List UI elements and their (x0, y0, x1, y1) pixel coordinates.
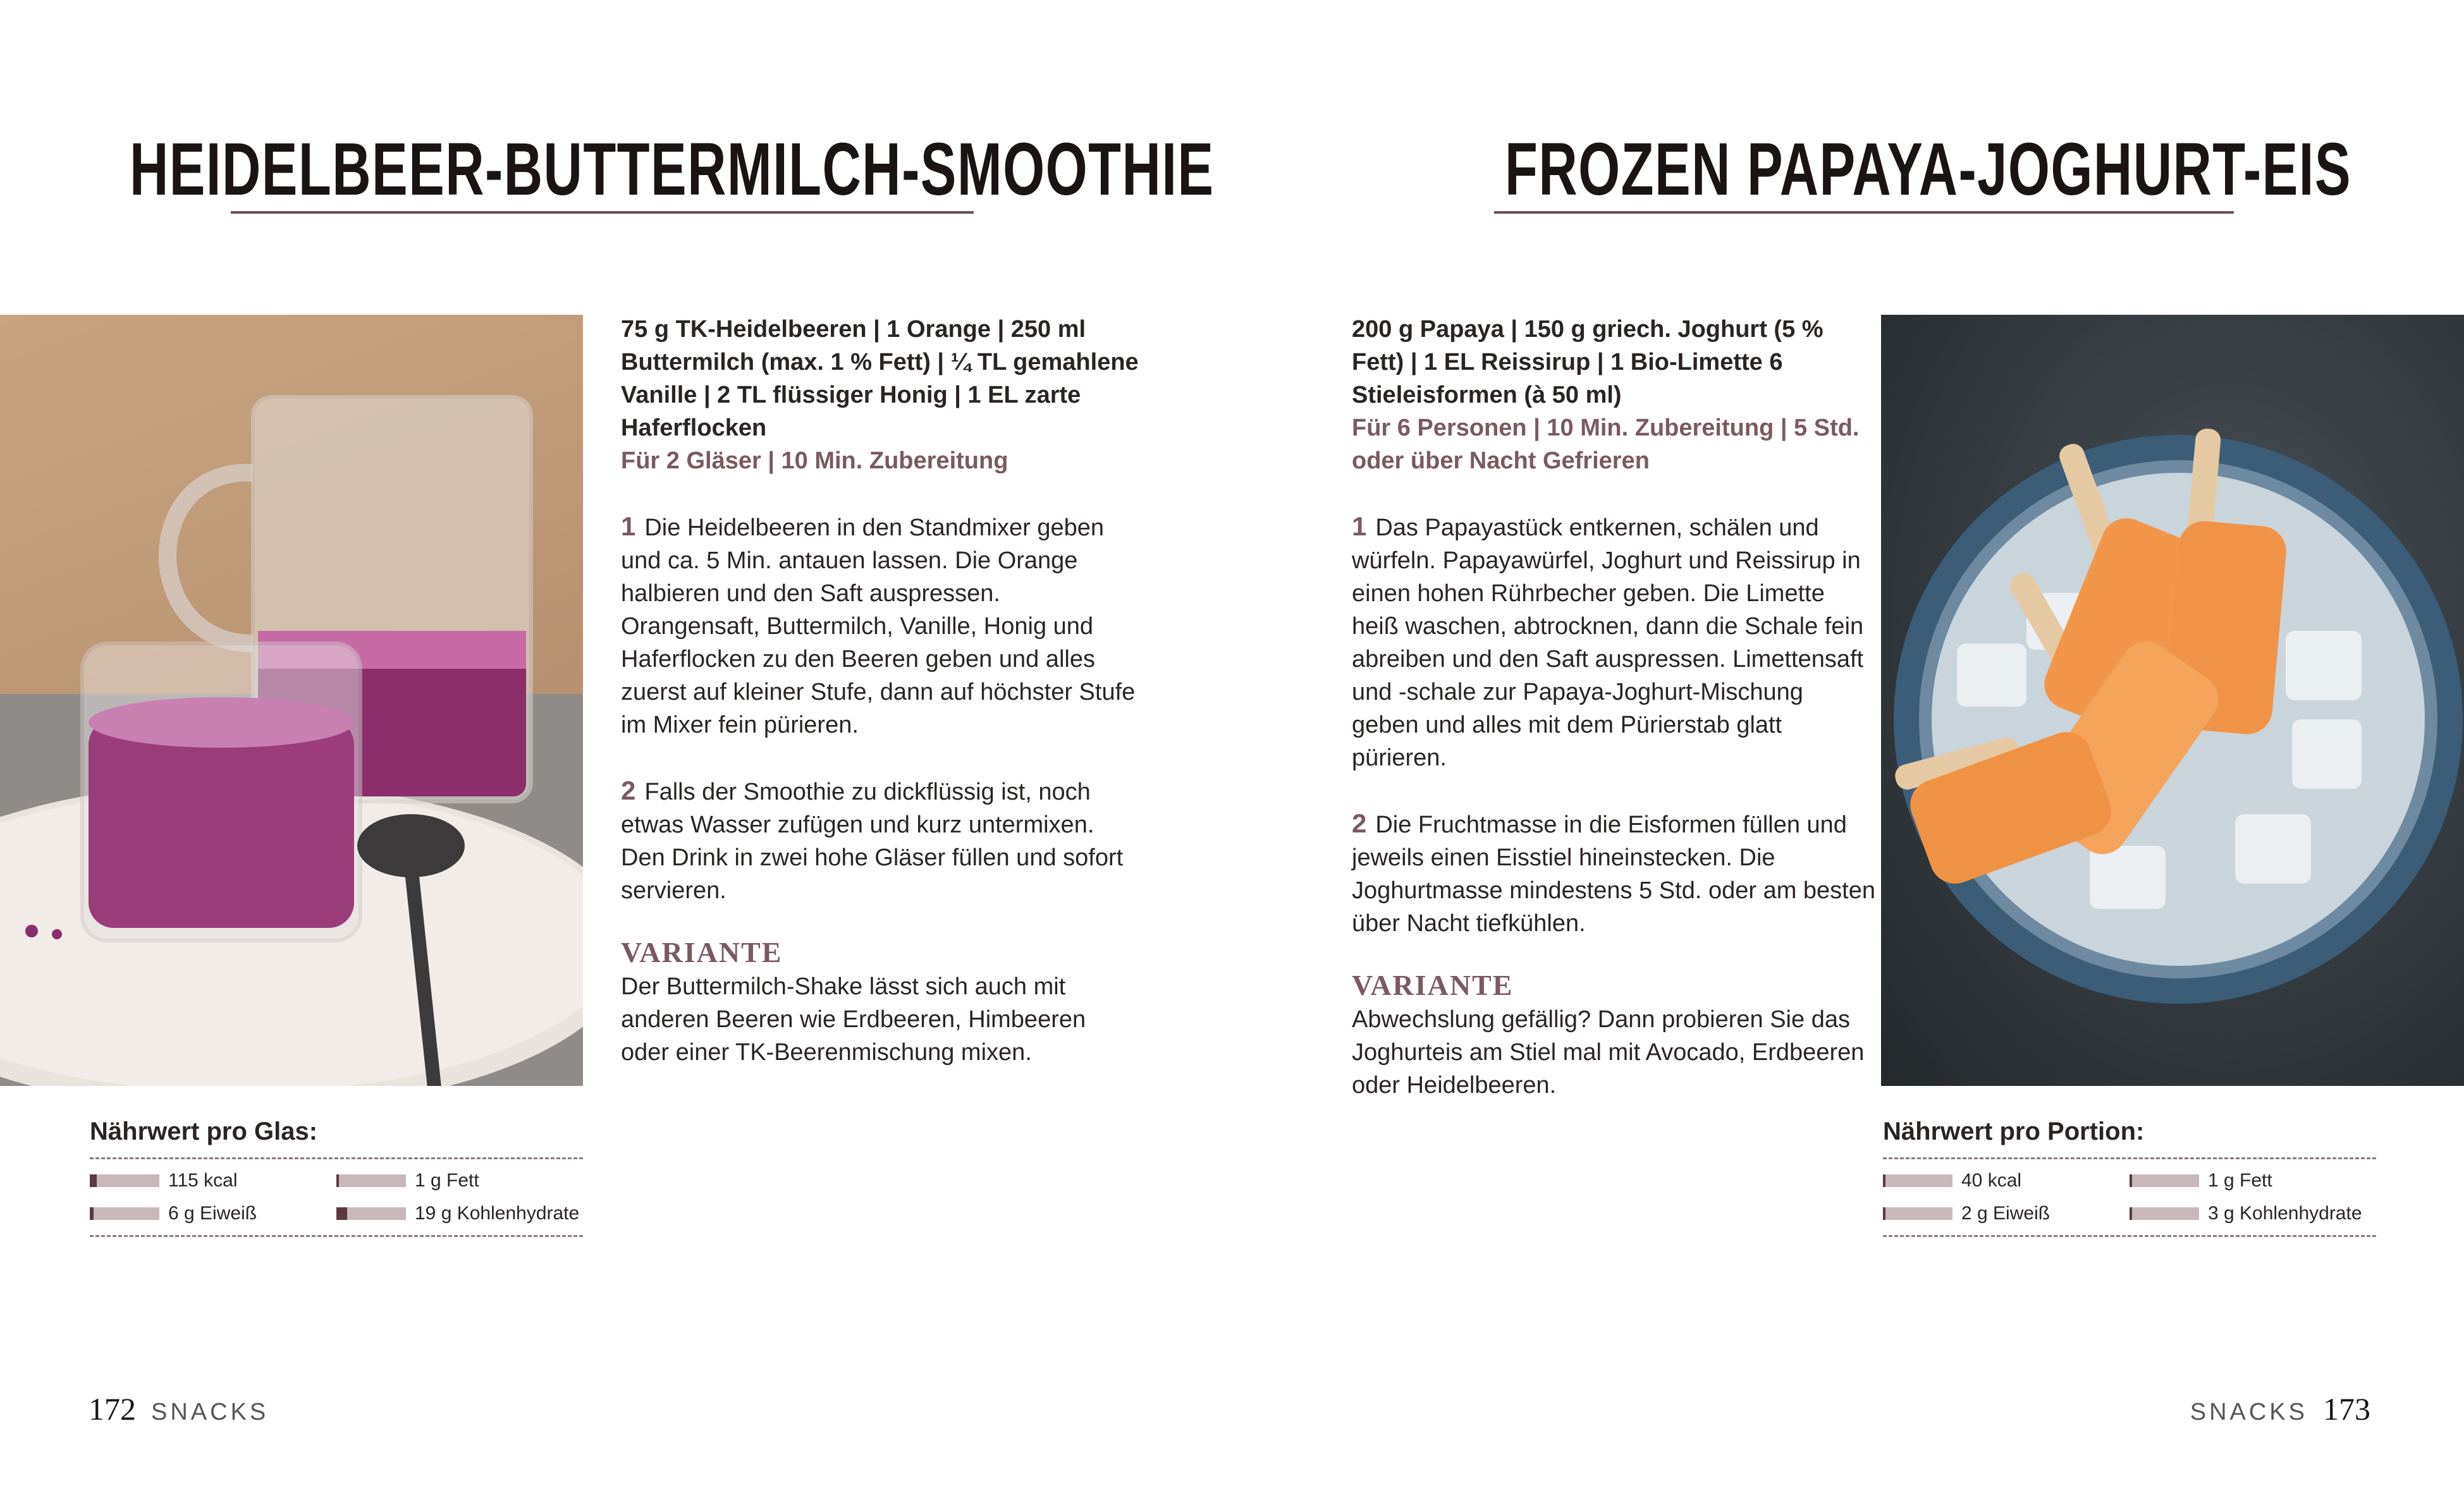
nutrition-label: 1 g Fett (415, 1170, 479, 1191)
title-underline (231, 211, 974, 214)
divider (1883, 1235, 2376, 1237)
papaya-popsicle-photo (1881, 315, 2464, 1086)
nutrition-item (2130, 1201, 2376, 1226)
nutrition-box-right (1883, 1118, 2376, 1237)
smoothie-photo (0, 315, 583, 1086)
nutrition-label: 3 g Kohlenhydrate (2208, 1203, 2362, 1224)
nutrition-box-left (90, 1118, 583, 1237)
nutrition-label: 1 g Fett (2208, 1170, 2272, 1191)
nutrition-bar (2130, 1174, 2199, 1187)
step-text: Die Heidelbeeren in den Standmixer geben und ca. 5 Min. antauen lassen. Die Orange halbieren und den Saft auspressen. Orangensaft, Buttermilch, Vanille, Honig und Haferflocken zu den Beeren geben und alles zuerst auf kleiner Stufe, dann auf höchster Stufe im Mixer fein pürieren. (621, 515, 1136, 738)
nutrition-bar (1883, 1174, 1952, 1187)
page-footer-left (89, 1391, 284, 1427)
title-underline (1494, 211, 2234, 214)
nutrition-bar (336, 1207, 406, 1220)
nutrition-item (90, 1201, 336, 1226)
nutrition-label: 2 g Eiweiß (1961, 1203, 2050, 1224)
variante-heading: VARIANTE (621, 936, 783, 968)
variante-heading: VARIANTE (1352, 969, 1514, 1001)
nutrition-item (2130, 1168, 2376, 1193)
page-number: 173 (2323, 1391, 2370, 1427)
nutrition-title: Nährwert pro Glas: (90, 1118, 318, 1145)
nutrition-label: 40 kcal (1961, 1170, 2022, 1191)
nutrition-bar (90, 1174, 159, 1187)
variante-text: Abwechslung gefällig? Dann probieren Sie das Joghurteis am Stiel mal mit Avocado, Erdbeeren oder Heidelbeeren. (1352, 1006, 1865, 1099)
ingredients: 200 g Papaya | 150 g griech. Joghurt (5 % Fett) | 1 EL Reissirup | 1 Bio-Limette 6 Stieleisformen (à 50 ml) (1352, 316, 1823, 408)
divider (90, 1235, 583, 1237)
nutrition-item (1883, 1201, 2130, 1226)
servings-time: Für 2 Gläser | 10 Min. Zubereitung (621, 448, 1008, 474)
step-1 (621, 510, 1139, 741)
step-2 (621, 774, 1139, 907)
nutrition-bar (90, 1207, 159, 1220)
nutrition-item (1883, 1168, 2130, 1193)
recipe-title-smoothie: HEIDELBEER-BUTTERMILCH-SMOOTHIE (130, 128, 1215, 211)
page-number: 172 (89, 1391, 136, 1427)
recipe-title-papaya-eis: FROZEN PAPAYA-JOGHURT-EIS (1505, 128, 2351, 211)
variante-text: Der Buttermilch-Shake lässt sich auch mit anderen Beeren wie Erdbeeren, Himbeeren oder einer TK-Beerenmischung mixen. (621, 973, 1086, 1066)
step-1 (1352, 510, 1877, 774)
step-text: Das Papayastück entkernen, schälen und würfeln. Papayawürfel, Joghurt und Reissirup in einen hohen Rührbecher geben. Die Limette heiß waschen, abtrocknen, dann die Schale fein abreiben und den Saft auspressen. Limettensaft und -schale zur Papaya-Joghurt-Mischung geben und alles mit dem Pürierstab glatt pürieren. (1352, 515, 1864, 771)
section-label: SNACKS (2190, 1399, 2308, 1425)
step-number: 1 (621, 511, 636, 541)
nutrition-item (336, 1201, 583, 1226)
step-number: 2 (621, 776, 636, 805)
step-2 (1352, 807, 1877, 940)
page-footer-right (2175, 1391, 2370, 1427)
recipe-text-smoothie (621, 313, 1139, 1069)
nutrition-item (336, 1168, 583, 1193)
nutrition-label: 115 kcal (168, 1170, 238, 1191)
step-number: 2 (1352, 808, 1367, 838)
nutrition-label: 19 g Kohlenhydrate (415, 1203, 580, 1224)
nutrition-item (90, 1168, 336, 1193)
recipe-text-papaya-eis (1352, 313, 1877, 1102)
nutrition-title: Nährwert pro Portion: (1883, 1118, 2145, 1145)
step-text: Falls der Smoothie zu dickflüssig ist, noch etwas Wasser zufügen und kurz untermixen. Den Drink in zwei hohe Gläser füllen und sofort servieren. (621, 779, 1124, 904)
step-text: Die Fruchtmasse in die Eisformen füllen und jeweils einen Eisstiel hineinstecken. Die Joghurtmasse mindestens 5 Std. oder am besten über Nacht tiefkühlen. (1352, 812, 1876, 937)
nutrition-label: 6 g Eiweiß (168, 1203, 257, 1224)
nutrition-bar (336, 1174, 406, 1187)
section-label: SNACKS (151, 1399, 269, 1425)
nutrition-bar (2130, 1207, 2199, 1220)
ingredients: 75 g TK-Heidelbeeren | 1 Orange | 250 ml Buttermilch (max. 1 % Fett) | ¼ TL gemahlene Vanille | 2 TL flüssiger Honig | 1 EL zarte Haferflocken (621, 316, 1139, 441)
step-number: 1 (1352, 511, 1367, 541)
nutrition-bar (1883, 1207, 1952, 1220)
servings-time: Für 6 Personen | 10 Min. Zubereitung | 5 Std. oder über Nacht Gefrieren (1352, 415, 1860, 474)
